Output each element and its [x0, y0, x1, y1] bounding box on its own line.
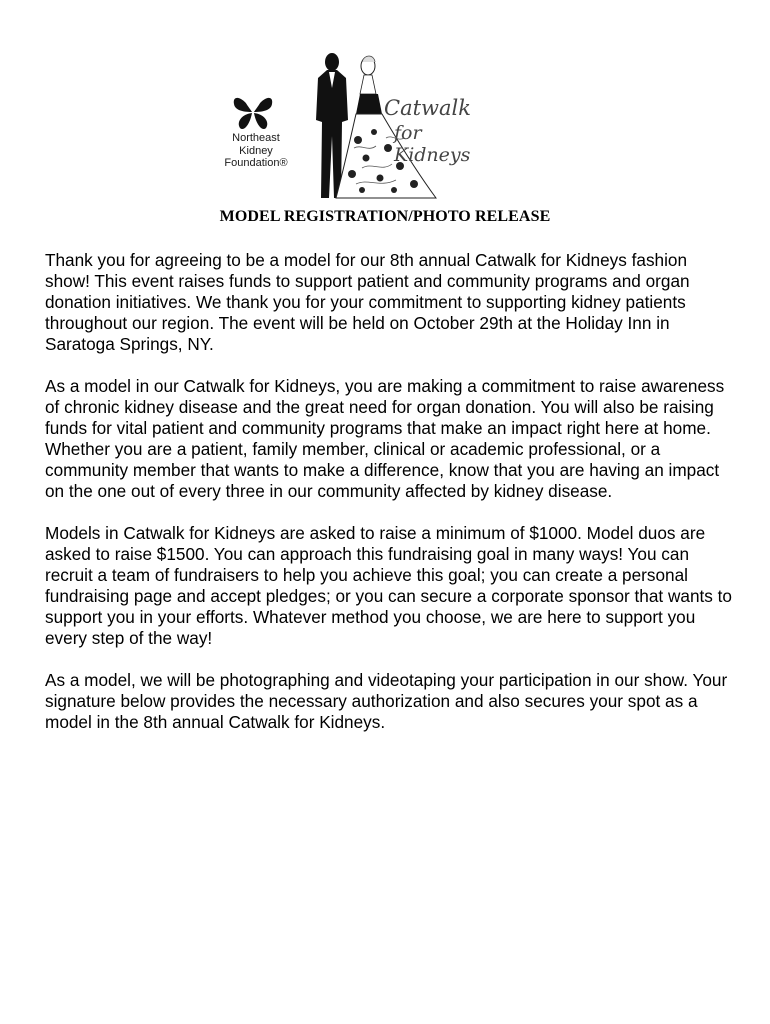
document-title: MODEL REGISTRATION/PHOTO RELEASE — [219, 208, 551, 225]
nkf-logo — [218, 92, 294, 176]
body-paragraph: Models in Catwalk for Kidneys are asked to raise a minimum of $1000. Model duos are asked to raise $1500. You can approach this fundraising goal in many ways! You can recruit a team of fundraisers to help you achieve this goal; you can create a personal fundraising page and accept pledges; or you can secure a corporate sponsor that wants to support you in your efforts. Whatever method you choose, we are here to support you every step of the way! — [45, 523, 732, 648]
body-paragraph: Thank you for agreeing to be a model for our 8th annual Catwalk for Kidneys fashion show! This event raises funds to support patient and community programs and organ donation initiatives. We thank you for your commitment to supporting kidney patients throughout our region. The event will be held on October 29th at the Holiday Inn in Saratoga Springs, NY. — [45, 250, 690, 354]
butterfly-logo-icon — [230, 92, 276, 132]
catwalk-logo-line: for Kidneys — [394, 122, 471, 166]
catwalk-logo-text — [380, 96, 480, 166]
document-body — [45, 250, 735, 754]
nkf-logo-text — [218, 132, 294, 170]
nkf-logo-line: Foundation® — [224, 157, 288, 169]
body-paragraph: As a model, we will be photographing and videotaping your participation in our show. Your signature below provides the necessary authorization and also secures your spot as a model in the 8th annual Catwalk for Kidneys. — [45, 670, 728, 732]
catwalk-logo-line: Catwalk — [384, 96, 471, 120]
body-paragraph: As a model in our Catwalk for Kidneys, you are making a commitment to raise awareness of chronic kidney disease and the great need for organ donation. You will also be raising funds for vital patient and community programs that make an impact right here at home. Whether you are a patient, family member, clinical or academic professional, or a community member that wants to make a difference, know that you are having an impact on the one out of every three in our community affected by kidney disease. — [45, 376, 725, 501]
nkf-logo-line: Northeast — [232, 132, 280, 144]
nkf-logo-line: Kidney — [239, 144, 273, 157]
